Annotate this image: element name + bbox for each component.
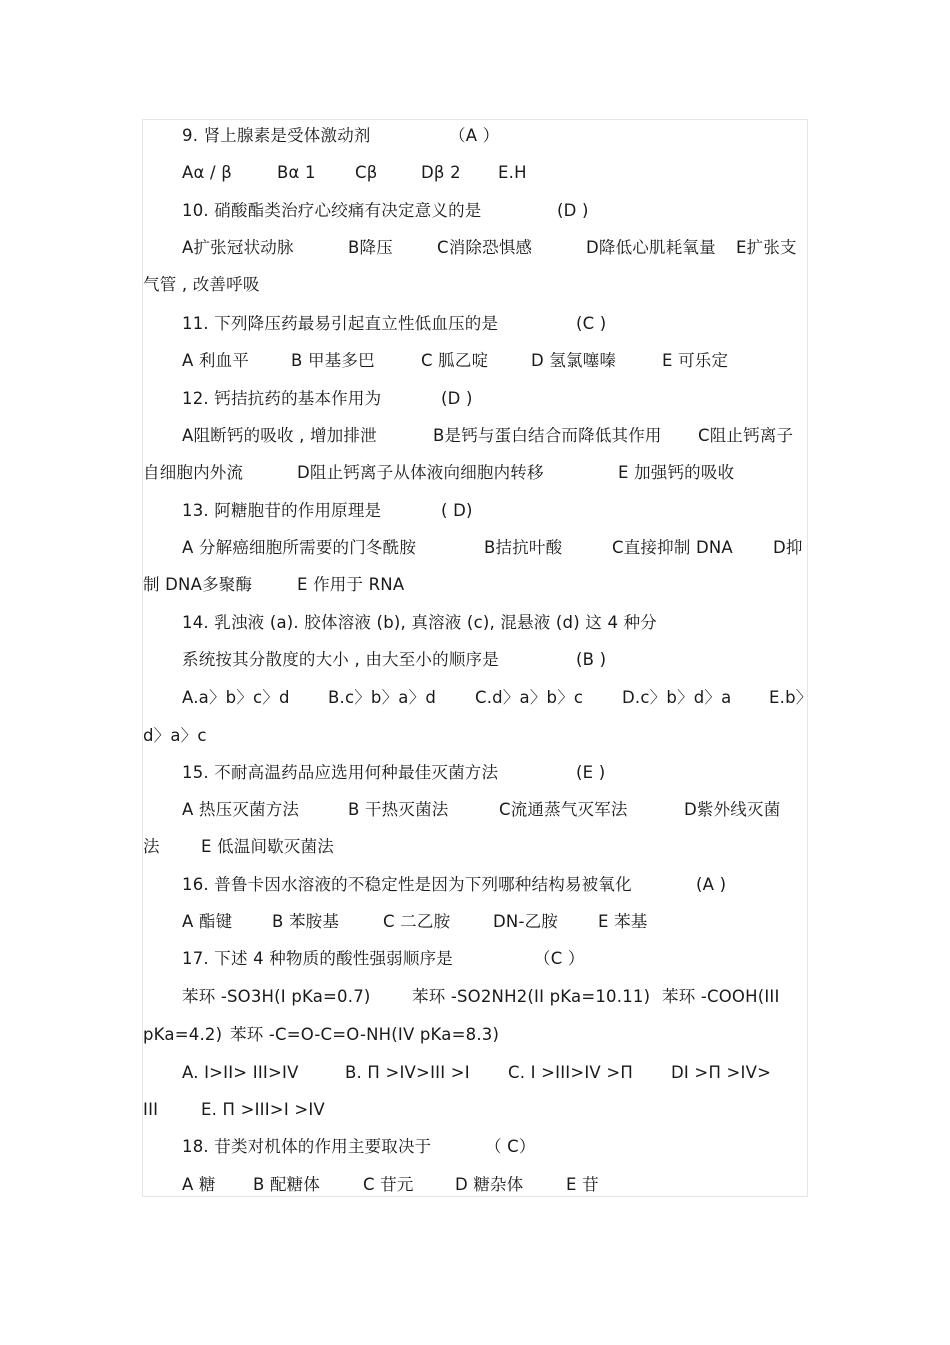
option: C. I >III>IV >Π	[508, 1063, 634, 1082]
question-14: 14. 乳浊液 (a). 胶体溶液 (b), 真溶液 (c), 混悬液 (d) 这 4 种分	[182, 613, 657, 632]
option: C消除恐惧感	[437, 238, 533, 257]
answer: （C ）	[534, 949, 585, 968]
question-text: 11. 下列降压药最易引起直立性低血压的是	[182, 314, 499, 333]
option: B 干热灭菌法	[348, 800, 449, 819]
options-14-cont: d〉a〉c	[143, 726, 207, 745]
question-text: 13. 阿糖胞苷的作用原理是	[182, 501, 382, 520]
question-12	[182, 389, 473, 409]
option: D降低心肌耗氧量	[586, 238, 716, 257]
question-17	[182, 949, 585, 969]
option: Aα / β	[182, 163, 232, 182]
question-9	[182, 126, 500, 146]
option: A 酯键	[182, 912, 233, 931]
option: E.H	[498, 163, 527, 182]
question-text: 系统按其分散度的大小 , 由大至小的顺序是	[182, 650, 499, 669]
option: E 低温间歇灭菌法	[201, 837, 334, 856]
question-text: 12. 钙拮抗药的基本作用为	[182, 389, 382, 408]
question-text: 18. 苷类对机体的作用主要取决于	[182, 1137, 432, 1156]
option: E 作用于 RNA	[297, 575, 405, 594]
option: C 二乙胺	[383, 912, 451, 931]
question-text: 15. 不耐高温药品应选用何种最佳灭菌方法	[182, 763, 499, 782]
answer: ( D)	[441, 501, 473, 520]
question-14-cont	[182, 650, 607, 670]
option: A.a〉b〉c〉d	[182, 688, 290, 707]
answer: (D )	[557, 201, 589, 220]
option: E.b〉	[769, 688, 813, 707]
option: 自细胞内外流	[143, 463, 244, 482]
question-text: 10. 硝酸酯类治疗心绞痛有决定意义的是	[182, 201, 482, 220]
option: A 分解癌细胞所需要的门冬酰胺	[182, 538, 417, 557]
option: DI >Π >IV>	[671, 1063, 772, 1082]
option: B 配糖体	[253, 1175, 321, 1194]
option: E 加强钙的吸收	[618, 463, 735, 482]
option: C.d〉a〉b〉c	[475, 688, 584, 707]
option: B. Π >IV>III >I	[345, 1063, 470, 1082]
options-10-cont: 气管 , 改善呼吸	[143, 275, 260, 294]
answer: （A ）	[449, 126, 500, 145]
option: B 甲基多巴	[291, 351, 375, 370]
option: 苯环 -SO3H(I pKa=0.7)	[182, 987, 371, 1006]
option: 苯环 -C=O-C=O-NH(IV pKa=8.3)	[230, 1025, 500, 1044]
answer: （ C）	[485, 1137, 536, 1156]
option: A 利血平	[182, 351, 250, 370]
question-15	[182, 763, 606, 783]
option: Dβ 2	[421, 163, 461, 182]
option: A 糖	[182, 1175, 216, 1194]
option: A阻断钙的吸收 , 增加排泄	[182, 426, 377, 445]
option: C阻止钙离子	[698, 426, 794, 445]
option: E 可乐定	[662, 351, 729, 370]
option: D阻止钙离子从体液向细胞内转移	[297, 463, 544, 482]
question-text: 16. 普鲁卡因水溶液的不稳定性是因为下列哪种结构易被氧化	[182, 875, 632, 894]
question-11	[182, 314, 607, 334]
option: C 胍乙啶	[421, 351, 489, 370]
question-16	[182, 875, 727, 895]
option: A扩张冠状动脉	[182, 238, 294, 257]
option: Bα 1	[277, 163, 316, 182]
option: B 苯胺基	[272, 912, 340, 931]
option: 制 DNA多聚酶	[143, 575, 253, 594]
option: D抑	[773, 538, 803, 557]
option: D.c〉b〉d〉a	[622, 688, 732, 707]
option: D紫外线灭菌	[684, 800, 781, 819]
option: E. Π >III>I >IV	[201, 1100, 325, 1119]
question-18	[182, 1137, 536, 1157]
option: E 苷	[566, 1175, 599, 1194]
answer: (A )	[696, 875, 727, 894]
answer: (E )	[576, 763, 606, 782]
option: 苯环 -COOH(III	[662, 987, 780, 1006]
option: D 氢氯噻嗪	[531, 351, 617, 370]
option: E 苯基	[598, 912, 648, 931]
answer: (D )	[441, 389, 473, 408]
option: III	[143, 1100, 159, 1119]
question-13	[182, 501, 473, 521]
question-text: 9. 肾上腺素是受体激动剂	[182, 126, 371, 145]
option: D 糖杂体	[455, 1175, 524, 1194]
option: pKa=4.2)	[143, 1025, 223, 1044]
option: 法	[143, 837, 160, 856]
option: C流通蒸气灭军法	[499, 800, 628, 819]
option: B拮抗叶酸	[484, 538, 563, 557]
option: A 热压灭菌方法	[182, 800, 300, 819]
question-text: 17. 下述 4 种物质的酸性强弱顺序是	[182, 949, 453, 968]
question-10	[182, 201, 589, 221]
option: DN-乙胺	[493, 912, 559, 931]
option: B.c〉b〉a〉d	[328, 688, 436, 707]
option: C 苷元	[363, 1175, 414, 1194]
answer: (C )	[576, 314, 607, 333]
option: A. I>II> III>IV	[182, 1063, 299, 1082]
option: Cβ	[355, 163, 378, 182]
option: 苯环 -SO2NH2(II pKa=10.11)	[412, 987, 651, 1006]
option: B是钙与蛋白结合而降低其作用	[433, 426, 662, 445]
option: E扩张支	[736, 238, 797, 257]
option: C直接抑制 DNA	[612, 538, 733, 557]
answer: (B )	[576, 650, 607, 669]
option: B降压	[348, 238, 393, 257]
